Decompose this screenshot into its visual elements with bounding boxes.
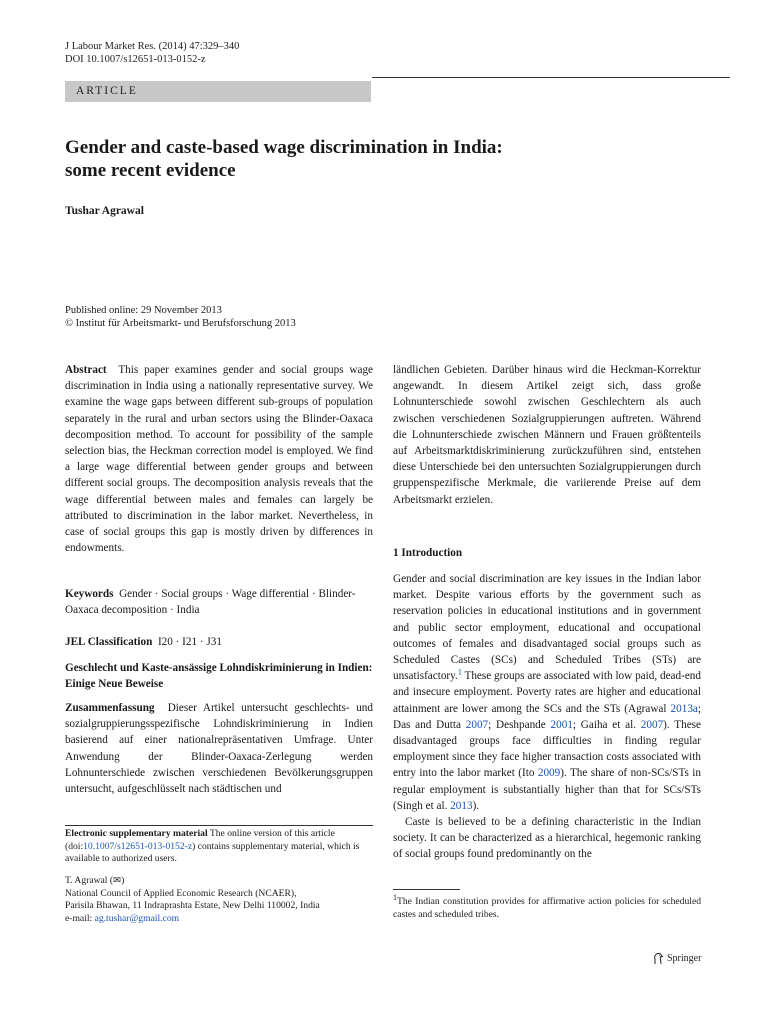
supplementary-note [65,828,373,866]
jel-codes: I20 · I21 · J31 [157,636,222,648]
citation-singh-2013[interactable]: 2013 [450,799,473,812]
zusammenfassung-label: Zusammenfassung [65,702,155,714]
footnote-rule-left [65,825,373,826]
keywords-text: Gender · Social groups · Wage differential · Blinder-Oaxaca decomposition · India [65,588,356,617]
header-rule [372,77,730,78]
keywords-block [65,586,373,618]
journal-citation: J Labour Market Res. (2014) 47:329–340 [65,41,240,52]
published-date: Published online: 29 November 2013 [65,305,222,316]
zusammenfassung-continued: ländlichen Gebieten. Darüber hinaus wird die Heckman-Korrektur angewandt. In diesem Artikel zeigt sich, dass große Lohnunterschiede sowohl zwischen Geschlechtern als auch zwischen verschiedenen Sozialgruppierungen auftreten. Während die Lohnunterschiede zwischen Männern und Frauen größtenteils auf Arbeitsmarktdiskriminierung zurückzuführen sind, entstehen diese Unterschiede bei den untersuchten Sozialgruppierungen durch gruppenspezifische Merkmale, die variierende Preise auf dem Arbeitsmarkt erzielen. [393,364,701,506]
footnote-text: The Indian constitution provides for affirmative action policies for scheduled castes and scheduled tribes. [393,896,701,920]
esm-text-b: ) contains supplementary material, which is available to authorized users. [65,840,360,864]
email-link[interactable]: ag.tushar@gmail.com [94,912,180,924]
citation-deshpande-2001[interactable]: 2001 [550,718,573,731]
article-type-label: ARTICLE [65,81,371,102]
title-line-2: some recent evidence [65,160,236,181]
paper-title [65,136,685,182]
springer-horse-icon [652,952,664,965]
affiliation-block [65,875,373,925]
publisher-name: Springer [667,953,702,964]
jel-block [65,634,373,650]
esm-doi-link[interactable]: 10.1007/s12651-013-0152-z [83,840,193,852]
doi-line: DOI 10.1007/s12651-013-0152-z [65,54,206,65]
intro-paragraph-2: Caste is believed to be a defining characteristic in the Indian society. It can be characterized as a hierarchical, hegemonic ranking of social groups found predominantly on the [393,816,701,861]
corresponding-author: T. Agrawal (✉) [65,875,125,886]
citation-gaiha-2007[interactable]: 2007 [640,718,664,731]
german-title: Geschlecht und Kaste-ansässige Lohndiskriminierung in Indien: Einige Neue Beweise [65,662,373,691]
zusammenfassung-block [65,700,373,797]
intro-paragraph-1: Gender and social discrimination are key issues in the Indian labor market. Despite various efforts by the government such as reservation policies in educational institutions and in government and public sector employment, educational and occupational outcomes of females and disadvantaged social groups such as Scheduled Castes (SCs) and Scheduled Tribes (STs) are unsatisfactory.$^1$ These groups are associated with low paid, dead-end and insecure employment. Poverty rates are higher and educational attainment are lower among the SCs and the STs (Agrawal 2013a; Das and Dutta 2007; Deshpande 2001; Gaiha et al. 2007). These disadvantaged groups face difficulties in finding regular employment since they face higher transaction costs associated with entry into the labor market (Ito 2009). The share of non-SCs/STs in regular employment is substantially higher than that for SCs/STs (Singh et al. 2013). [393,573,701,812]
section-heading-introduction: 1 Introduction [393,547,463,559]
citation-ito-2009[interactable]: 2009 [537,767,561,780]
affiliation-address: Parisila Bhawan, 11 Indraprashta Estate, New Delhi 110002, India [65,900,320,911]
publisher-logo [652,952,701,965]
abstract-text: This paper examines gender and social groups wage discrimination in India using a nationally representative survey. We examine the wage gaps between different sub-groups of population separately in the rural and urban sectors using the Blinder-Oaxaca decomposition method. To account for possibility of the sample selection bias, the Heckman correction model is employed. We find a large wage differential between gender groups and between different social groups. The decomposition analysis reveals that the wage differential between males and females can largely be attributed to discrimination in the labor market. Nevertheless, in case of social groups this gap is mostly driven by differences in endowments. [65,364,374,555]
affiliation-org: National Council of Applied Economic Research (NCAER), [65,887,297,899]
affiliation-email-line [65,913,373,926]
citation-das-dutta-2007[interactable]: 2007 [465,718,489,731]
introduction-body [393,571,701,863]
footnote-ref-1[interactable]: 1 [457,667,462,677]
publication-info [65,304,296,330]
jel-label: JEL Classification [65,636,153,648]
abstract-label: Abstract [65,364,107,376]
author-name: Tushar Agrawal [65,205,144,217]
email-label: e-mail: [65,912,93,924]
esm-label: Electronic supplementary material [65,828,208,839]
title-line-1: Gender and caste-based wage discrimination in India: [65,137,503,158]
citation-agrawal-2013a[interactable]: 2013a [670,702,698,715]
footnote-rule-right [393,889,460,890]
esm-text-a: The online version of this article (doi: [65,828,335,852]
zusammenfassung-text-left: Dieser Artikel untersucht geschlechts- und sozialgruppierungsspezifische Lohndiskriminierung in Indien basierend auf einer nationalrepräsentativen Umfrage. Unter Anwendung der Blinder-Oaxaca-Zerlegung werden Lohnunterschiede zwischen verschiedenen Bevölkerungsgruppen untersucht, aufgeschlüsselt nach städtischen und [65,702,373,796]
footnote-1 [393,892,701,921]
abstract-block [65,362,373,556]
copyright-line: © Institut für Arbeitsmarkt- und Berufsforschung 2013 [65,318,296,329]
footnote-mark: 1 [393,892,397,902]
keywords-label: Keywords [65,588,114,600]
